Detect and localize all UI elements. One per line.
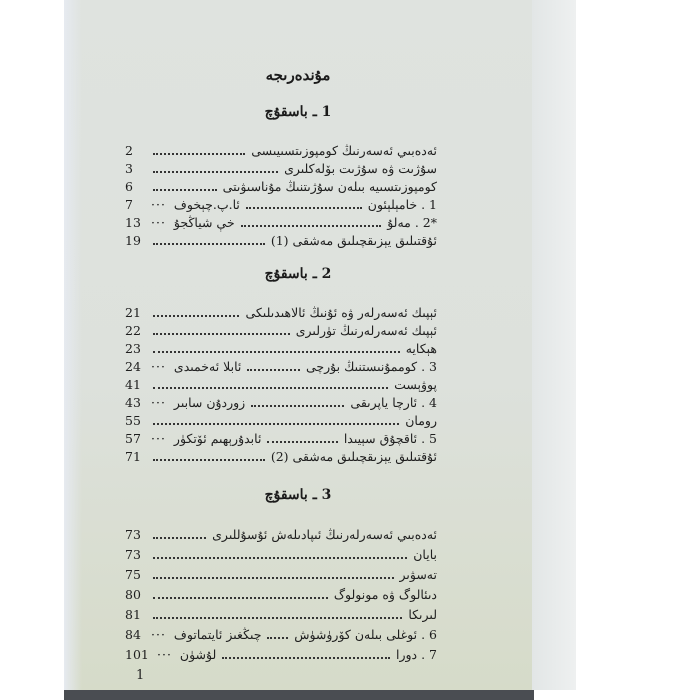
leader-dots <box>153 152 245 155</box>
entry-title: ھېكايە <box>405 340 437 356</box>
toc-entry: 84 ··· چىڭغىز ئايتماتوف 6 . ئوغلى بىلەن كۆرۈشۈش <box>125 626 437 642</box>
entry-title: ئۇقتىلىق يېزىقچىلىق مەشقى (2) <box>270 448 437 464</box>
entry-title: تەسۋىر <box>399 566 437 582</box>
entry-page: 43 <box>125 394 141 410</box>
entry-title: بايان <box>413 546 437 562</box>
toc-title: مۇندەرىجە <box>265 66 331 84</box>
leader-dots <box>153 596 328 599</box>
entry-title: 3 . كوممۇنىستنىڭ بۇرچى <box>305 358 437 374</box>
entry-author: خې شياڭجۇ <box>173 214 235 230</box>
entry-author: ئابدۇرېھىم ئۆتكۈر <box>173 430 262 446</box>
toc-entry <box>125 375 437 393</box>
leader-dots <box>153 242 265 245</box>
toc-entry <box>125 141 437 159</box>
leader-dots <box>267 636 288 639</box>
entry-title: لىرىكا <box>408 606 437 622</box>
entry-page: 19 <box>125 232 141 248</box>
entry-page: 81 <box>125 606 141 622</box>
entry-title: سۇژىت ۋە سۇژىت بۆلەكلىرى <box>284 160 437 176</box>
entry-title: دىئالوگ ۋە مونولوگ <box>333 586 437 602</box>
entry-page: 7 <box>125 196 133 212</box>
entry-title: ئەدەبىي ئەسەرلەرنىڭ ئىپادىلەش ئۇسۇللىرى <box>212 526 437 542</box>
toc-entry <box>125 177 437 195</box>
entry-page: 41 <box>125 376 141 392</box>
entry-title: *2 . مەلۇ <box>387 214 437 230</box>
leader-dots <box>251 404 344 407</box>
leader-dots <box>153 556 407 559</box>
entry-title: پوۋېست <box>394 376 437 392</box>
leader-dots <box>153 332 290 335</box>
entry-title: ئېپىك ئەسەرلەر ۋە ئۇنىڭ ئالاھىدىلىكى <box>245 304 437 320</box>
toc-entry: 101 ··· لۇشۈن 7 . دورا <box>125 646 437 662</box>
entry-page: 6 <box>125 178 133 194</box>
toc-entry: 13 ··· خې شياڭجۇ *2 . مەلۇ <box>125 214 437 230</box>
entry-title: 7 . دورا <box>396 646 437 662</box>
leader-dots <box>153 188 217 191</box>
entry-page: 55 <box>125 412 141 428</box>
toc-entry <box>125 339 437 357</box>
entry-page: 73 <box>125 546 141 562</box>
entry-page: 21 <box>125 304 141 320</box>
entry-page: 75 <box>125 566 141 582</box>
entry-page: 13 <box>125 214 141 230</box>
entry-author: لۇشۈن <box>179 646 217 662</box>
toc-entry: 7 ··· ئا.پ.چېخوف 1 . خامېلېئون <box>125 196 437 212</box>
entry-page: 80 <box>125 586 141 602</box>
leader-dots <box>153 350 400 353</box>
entry-title: رومان <box>405 412 437 428</box>
leader-dots <box>247 368 300 371</box>
entry-title: ئەدەبىي ئەسەرنىڭ كومپوزىتسىيىسى <box>251 142 437 158</box>
entry-title: 4 . ئارچا ياپرىقى <box>350 394 437 410</box>
leader-dots <box>222 656 390 659</box>
entry-page: 22 <box>125 322 141 338</box>
toc-entry <box>125 159 437 177</box>
entry-title: ئېپىك ئەسەرلەرنىڭ تۈرلىرى <box>295 322 437 338</box>
toc-entry <box>125 605 437 623</box>
entry-title: كومپوزىتسىيە بىلەن سۇژىتنىڭ مۇناسىۋىتى <box>222 178 437 194</box>
entry-author: زوردۇن سابىر <box>173 394 246 410</box>
toc-entry: 57 ··· ئابدۇرېھىم ئۆتكۈر 5 . ئاقچۇق سېيىدا <box>125 430 437 446</box>
entry-title: 1 . خامېلېئون <box>367 196 437 212</box>
entry-page: 3 <box>125 160 133 176</box>
leader-dots <box>153 616 402 619</box>
entry-title: 6 . ئوغلى بىلەن كۆرۈشۈش <box>294 626 437 642</box>
entry-author: ئابلا ئەخمىدى <box>173 358 242 374</box>
entry-title: 5 . ئاقچۇق سېيىدا <box>343 430 437 446</box>
page-edge <box>532 0 576 690</box>
leader-dots <box>153 458 265 461</box>
entry-page: 57 <box>125 430 141 446</box>
toc-entry <box>125 321 437 339</box>
toc-entry <box>125 525 437 543</box>
toc-entry <box>125 585 437 603</box>
page-bottom-edge <box>64 690 534 700</box>
section-heading-1: 1 ـ باسقۇچ <box>264 104 332 120</box>
leader-dots <box>241 224 382 227</box>
leader-dots <box>153 314 239 317</box>
leader-dots <box>246 206 362 209</box>
toc-entry <box>125 411 437 429</box>
entry-author: ئا.پ.چېخوف <box>173 196 240 212</box>
leader-dots <box>153 576 394 579</box>
entry-page: 2 <box>125 142 133 158</box>
section-heading-3: 3 ـ باسقۇچ <box>264 487 332 503</box>
toc-entry: 43 ··· زوردۇن سابىر 4 . ئارچا ياپرىقى <box>125 394 437 410</box>
toc-entry <box>125 231 437 249</box>
toc-entry <box>125 565 437 583</box>
section-heading-2: 2 ـ باسقۇچ <box>264 266 332 282</box>
entry-title: ئۇقتىلىق يېزىقچىلىق مەشقى (1) <box>270 232 437 248</box>
entry-page: 71 <box>125 448 141 464</box>
leader-dots <box>153 386 388 389</box>
entry-page: 24 <box>125 358 141 374</box>
toc-entry <box>125 545 437 563</box>
entry-page: 101 <box>125 646 149 662</box>
toc-entry: 24 ··· ئابلا ئەخمىدى 3 . كوممۇنىستنىڭ بۇرچى <box>125 358 437 374</box>
entry-page: 23 <box>125 340 141 356</box>
toc-entry <box>125 447 437 465</box>
page-number: 1 <box>136 668 145 683</box>
toc-entry <box>125 303 437 321</box>
leader-dots <box>153 170 278 173</box>
entry-page: 84 <box>125 626 141 642</box>
leader-dots <box>153 422 399 425</box>
entry-author: چىڭغىز ئايتماتوف <box>173 626 262 642</box>
leader-dots <box>153 536 206 539</box>
leader-dots <box>267 440 337 443</box>
entry-page: 73 <box>125 526 141 542</box>
